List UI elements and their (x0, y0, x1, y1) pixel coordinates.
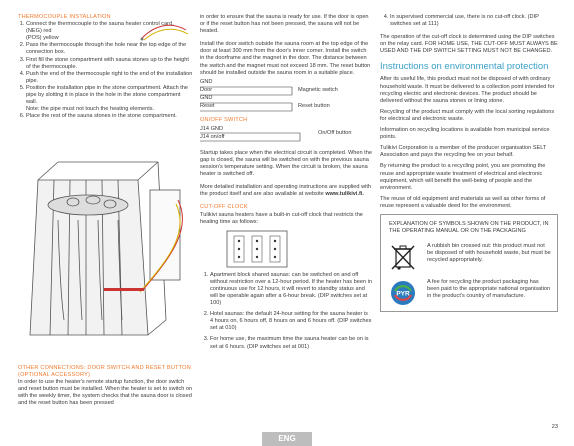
row-j14-onoff: J14 on/off (200, 133, 225, 140)
step-6: 6. Place the rest of the sauna stones in the stone compartment. (26, 113, 193, 120)
col2-para3: Startup takes place when the electrical circuit is completed. When the gap is closed, the sauna will be switched on with the previous sauna session's temperature setting. When the circuit is broken, the sauna heater is switched off. (200, 149, 372, 178)
pyr-recycling-icon (389, 279, 417, 307)
col2-para1: in order to ensure that the sauna is ready for use. If the door is open or if the reset button has not been pressed, the sauna will not be heated. (200, 14, 369, 35)
symbols-box-title: EXPLANATION OF SYMBOLS SHOWN ON THE PRODUCT, IN THE OPERATING MANUAL OR ON THE PACKAGING (389, 220, 549, 235)
env-para-5: By returning the product to a recycling point, you are promoting the reuse and appropriate waste treatment of electrical and electronic equipment, which will benefit the well-being of people and the environment. (380, 163, 546, 191)
heading-other-connections: OTHER CONNECTIONS: DOOR SWITCH AND RESET BUTTON (OPTIONAL ACCESSORY) (18, 365, 191, 379)
env-para-1: After its useful life, this product must not be disposed of with ordinary household waste. It must be delivered to a collection point intended for recycling electric and electronic devices. The product should be delivered without the sauna stones or lining stone. (380, 76, 555, 104)
symbol-pyr-text: A fee for recycling the product packaging has been paid to the appropriate national organisation in the product's country of manufacture. (427, 279, 551, 300)
step-1: 1. Connect the thermocouple to the sauna heater control card. (NEG) red (POS) yellow (26, 21, 193, 42)
row-reset: Reset (200, 102, 215, 109)
pyr-label: PYR (396, 290, 410, 298)
row-door: Door (200, 86, 213, 93)
crossed-bin-icon (389, 243, 417, 271)
cutoff-item-3: 3. For home use, the maximum time the sauna heater can be on is set at 6 hours. (DIP switches set at 001) (210, 336, 372, 350)
col2-para4: More detailed installation and operating instructions are supplied with the product itself and are also available at website www.tulikivi.fi. (200, 184, 372, 198)
note: Note: the pipe must not touch the heating elements. (26, 106, 155, 113)
column-3 (380, 14, 558, 312)
symbol-bin-text: A rubbish bin crossed out: this product must not be disposed of with household waste, but must be recycled appropriately. (427, 243, 551, 264)
step-4: 4. Push the end of the thermocouple right to the end of the installation pipe. (26, 71, 193, 85)
relay-card-illustration (226, 230, 288, 268)
cutoff-list (200, 272, 372, 351)
other-connections (18, 365, 193, 408)
cutoff-item-2: 2. Hotel saunas: the default 24-hour setting for the sauna heater is 4 hours on, 6 hours off, 8 hours on and 6 hours off. (DIP switches set at 010) (210, 311, 372, 332)
heading-cutoff: CUT-OFF CLOCK (200, 204, 248, 211)
page-number: 23 (551, 424, 558, 430)
env-para-3: Information on recycling locations is available from municipal service points. (380, 127, 550, 141)
column-2 (200, 14, 372, 351)
symbol-row-bin (389, 243, 551, 271)
door-switch-table (200, 79, 372, 113)
pos-label: (POS) yellow (26, 35, 59, 42)
other-connections-text: In order to use the heater's remote startup function, the door switch and reset button must be installed. When the heater is set to switch on with the weekly timer, the system checks that the sauna door is closed and the reset button has been pressed (18, 379, 193, 407)
neg-label: (NEG) red (26, 28, 52, 35)
heater-illustration (18, 150, 196, 350)
symbols-box (380, 214, 558, 312)
label-reset-button: Reset button (298, 102, 330, 109)
row-j14-gnd: J14 GND (200, 125, 224, 132)
website-link[interactable]: www.tulikivi.fi. (325, 191, 364, 198)
env-para-2: Recycling of the product must comply with the local sorting regulations for electrical and electronic waste. (380, 108, 555, 122)
label-magnetic-switch: Magnetic switch (298, 86, 338, 93)
env-para-6: The reuse of old equipment and materials as well as other forms of reuse represent a valuable deed for the environment. (380, 195, 546, 209)
language-tab: ENG (262, 432, 312, 446)
thermocouple-illustration (138, 18, 194, 48)
label-onoff-button: On/Off button (318, 129, 352, 136)
cutoff-item-4: 4. In supervised commercial use, there is no cut-off clock. (DIP switches set at 111) (390, 14, 558, 28)
env-para-4: Tulikivi Corporation is a member of the producer organisation SELT Association and pays the recycling fee on your behalf. (380, 145, 547, 159)
heading-onoff: ON/OFF SWITCH (200, 116, 248, 123)
heading-environment: Instructions on environmental protection (380, 61, 549, 73)
cutoff-list-continued (380, 14, 558, 28)
symbol-row-pyr (389, 279, 551, 307)
row-gnd-2: GND (200, 94, 213, 101)
row-gnd-1: GND (200, 78, 213, 85)
col2-para2: Install the door switch outside the sauna room at the top edge of the door at least 300 mm from the door's inner corner. Install the switch in the doorframe and the magnet in the door. The distance between the switch and the magnet must not exceed 18 mm. The reset button should be installed outside the sauna room in a suitable place. (200, 41, 371, 76)
cutoff-item-1: 1. Apartment block shared saunas: can be switched on and off without restriction over a 12-hour period. If the heater has been in continuous use for 12 hours, it will revert to standby status and will be operable again after a 6-hour break. (DIP switches set at 100) (210, 272, 372, 307)
door-switch-wiring (200, 79, 372, 113)
onoff-table (200, 126, 372, 144)
step-3: 3. First fill the stone compartment with sauna stones up to the height of the thermocouple. (26, 57, 193, 71)
step-2: 2. Pass the thermocouple through the hole near the top edge of the connection box. (26, 42, 193, 56)
col3-para1: The operation of the cut-off clock is determined using the DIP switches on the relay card. FOR HOME USE, THE CUT-OFF MUST ALWAYS BE USED AND THE DIP SWITCH SETTING MUST NOT BE CHANGED. (380, 34, 558, 55)
col2-para5: Tulikivi sauna heaters have a built-in cut-off clock that restricts the heating time as follows: (200, 211, 363, 225)
heading-thermocouple: THERMOCOUPLE INSTALLATION (18, 14, 111, 20)
step-5: 5. Position the installation pipe in the stone compartment. Attach the pipe by slotting it in place in the hole in the stone compartment wall. Note: the pipe must not touch the heating elements. (26, 85, 193, 113)
